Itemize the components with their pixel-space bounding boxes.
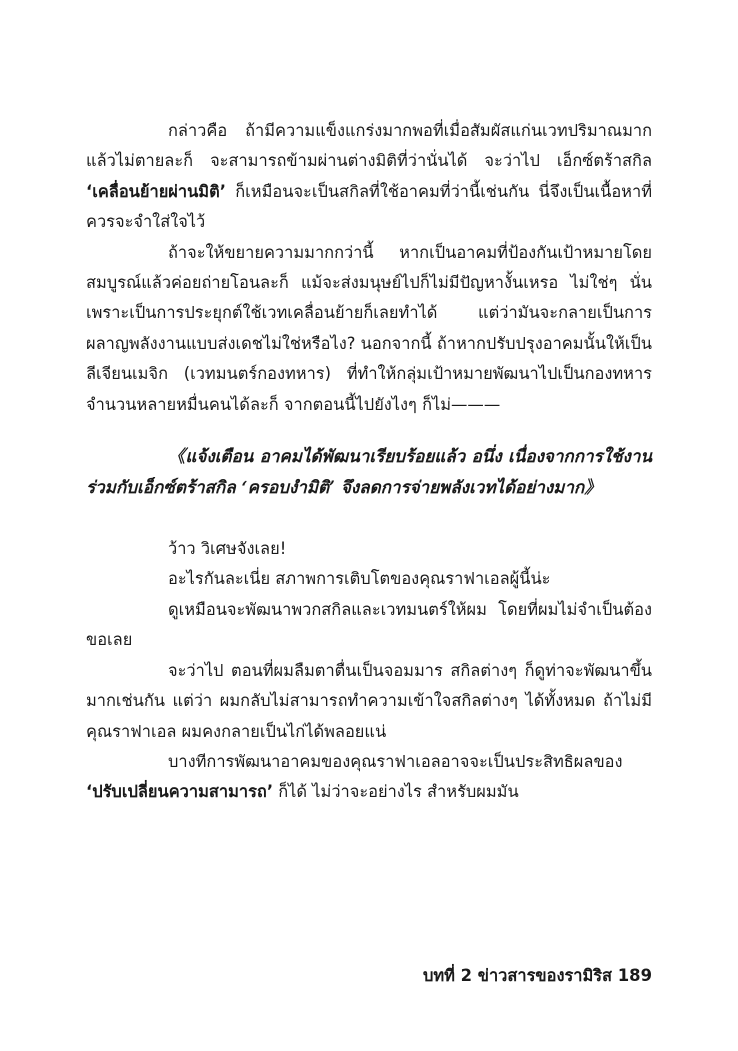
text-run: อะไรกันละเนี่ย สภาพการเติบโตของคุณราฟาเอลผู้นี้น่ะ — [168, 569, 551, 589]
text-run: บางทีการพัฒนาอาคมของคุณราฟาเอลอาจจะเป็นประสิทธิผลของ — [168, 751, 623, 771]
paragraph — [86, 116, 652, 238]
system-message-text: 《แจ้งเตือน อาคมได้พัฒนาเรียบร้อยแล้ว อนึ่ง เนื่องจากการใช้งานร่วมกับเอ็กซ์ตร้าสกิล ‘ครอบงำมิติ’ จึงลดการจ่ายพลังเวทได้อย่างมาก》 — [86, 447, 652, 499]
page-number: 189 — [617, 966, 652, 985]
page-footer — [423, 963, 652, 989]
paragraph — [86, 747, 652, 808]
paragraph — [86, 564, 652, 594]
text-run: ถ้าจะให้ขยายความมากกว่านี้ หากเป็นอาคมที่ป้องกันเป้าหมายโดยสมบูรณ์แล้วค่อยถ่ายโอนละก็ แม้จะส่งมนุษย์ไปก็ไม่มีปัญหางั้นเหรอ ไม่ใช่ๆ นั่นเพราะเป็นการประยุกต์ใช้เวทเคลื่อนย้ายก็เลยทำได้ แต่ว่ามันจะกลายเป็นการผลาญพลังงานแบบส่งเดชไม่ใช่หรือไง? นอกจากนี้ ถ้าหากปรับปรุงอาคมนั้นให้เป็นลีเจียนเมจิก (เวทมนตร์กองทหาร) ที่ทำให้กลุ่มเป้าหมายพัฒนาไปเป็นกองทหารจำนวนหลายหมื่นคนได้ละก็ จากตอนนี้ไปยังไงๆ ก็ไม่——— — [86, 242, 652, 414]
paragraph — [86, 656, 652, 747]
text-run: ว้าว วิเศษจังเลย! — [168, 539, 287, 559]
text-run: ดูเหมือนจะพัฒนาพวกสกิลและเวทมนตร์ให้ผม โดยที่ผมไม่จำเป็นต้องขอเลย — [86, 599, 652, 650]
text-run: จะว่าไป ตอนที่ผมลืมตาตื่นเป็นจอมมาร สกิลต่างๆ ก็ดูท่าจะพัฒนาขึ้นมากเช่นกัน แต่ว่า ผมกลับไม่สามารถทำความเข้าใจสกิลต่างๆ ได้ทั้งหมด ถ้าไม่มีคุณราฟาเอล ผมคงกลายเป็นไก่ได้พลอยแน่ — [86, 660, 652, 741]
system-message — [86, 442, 652, 504]
text-run: ก็ได้ ไม่ว่าจะอย่างไร สำหรับผมมัน — [273, 782, 519, 802]
skill-name-bold: ‘เคลื่อนย้ายผ่านมิติ’ — [86, 181, 226, 201]
paragraph — [86, 595, 652, 656]
text-run: กล่าวคือ ถ้ามีความแข็งแกร่งมากพอที่เมื่อสัมผัสแก่นเวทปริมาณมากแล้วไม่ตายละก็ จะสามารถข้ามผ่านต่างมิติที่ว่านั่นได้ จะว่าไป เอ็กซ์ตร้าสกิล — [86, 121, 652, 171]
text-run: ก็เหมือนจะเป็นสกิลที่ใช้อาคมที่ว่านี้เช่นกัน นี่จึงเป็นเนื้อหาที่ควรจะจำใส่ใจไว้ — [86, 181, 652, 232]
chapter-title: บทที่ 2 ข่าวสารของรามิริส — [422, 966, 613, 985]
skill-name-bold: ‘ปรับเปลี่ยนความสามารถ’ — [86, 782, 274, 802]
paragraph — [86, 534, 652, 564]
body-text — [86, 116, 652, 808]
paragraph — [86, 238, 652, 420]
